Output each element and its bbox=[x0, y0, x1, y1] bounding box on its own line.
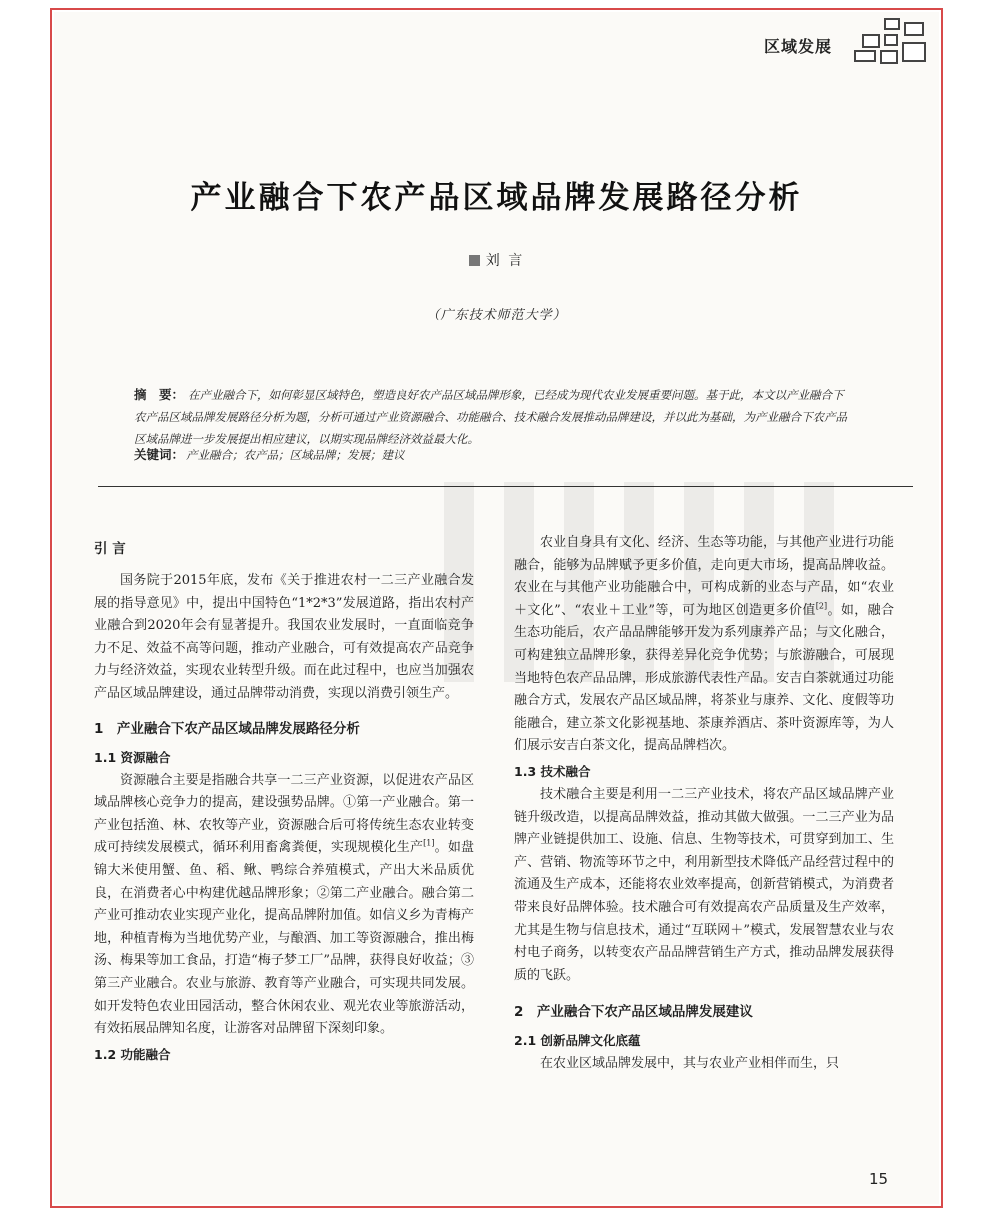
article-title: 产业融合下农产品区域品牌发展路径分析 bbox=[190, 180, 803, 216]
section-1-2-text-b: 。如，融合生态功能后，农产品品牌能够开发为系列康养产品；与文化融合，可构建独立品牌形象，获得差异化竞争优势；与旅游融合，可展现当地特色农产品品牌，形成旅游代表性产品。安吉白茶就通过功能融合方式，发展农产品区域品牌，将茶业与康养、文化、度假等功能融合，建立茶文化影视基地、茶康养酒店、茶叶资源库等，为人们展示安吉白茶文化，提高品牌档次。 bbox=[514, 602, 894, 754]
section-1-1-paragraph bbox=[94, 770, 474, 1041]
section-1-1-heading: 1.1 资源融合 bbox=[94, 749, 171, 765]
decorative-blocks-icon bbox=[854, 16, 934, 66]
keywords-text: 产业融合；农产品；区域品牌；发展；建议 bbox=[186, 448, 405, 462]
bleed-through-text bbox=[474, 82, 934, 182]
affiliation: （广东技术师范大学） bbox=[426, 308, 567, 323]
section-1-3-paragraph: 技术融合主要是利用一二三产业技术，将农产品区域品牌产业链升级改造，以提高品牌效益，推动其做大做强。一二三产业为品牌产业链提供加工、设施、信息、生物等技术，可贯穿到加工、生产、营销、物流等环节之中，利用新型技术降低产品经营过程中的流通及生产成本，还能将农业效率提高，创新营销模式，为消费者带来良好品牌体验。技术融合可有效提高农产品质量及生产效率，尤其是生物与信息技术，通过“互联网＋”模式，发展智慧农业与农村电子商务，以转变农产品品牌营销生产方式，推动品牌发展获得质的飞跃。 bbox=[514, 786, 894, 983]
section-1-1-text-b: 。如盘锦大米使用蟹、鱼、稻、鳅、鸭综合养殖模式，产出大米品质优良，在消费者心中构建优越品牌形象；②第二产业融合。融合第二产业可推动农业实现产业化，提高品牌附加值。如信义乡为青梅产地，种植青梅为当地优势产业，与酿酒、加工等资源融合，推出梅汤、梅果等加工食品，打造“梅子梦工厂”品牌，获得良好收益；③第三产业融合。农业与旅游、教育等产业融合，可实现共同发展。如开发特色农业田园活动，整合休闲农业、观光农业等旅游活动，有效拓展品牌知名度，让游客对品牌留下深刻印象。 bbox=[94, 840, 474, 1037]
abstract-label: 摘 要： bbox=[134, 387, 185, 402]
keywords-label: 关键词： bbox=[134, 447, 185, 462]
author-square-icon bbox=[469, 255, 480, 266]
section-2-heading: 2 产业融合下农产品区域品牌发展建议 bbox=[514, 1004, 753, 1021]
author-name: 刘 言 bbox=[485, 253, 525, 269]
intro-paragraph: 国务院于2015年底，发布《关于推进农村一二三产业融合发展的指导意见》中，提出中国特色“1*2*3”发展道路，指出农村产业融合到2020年会有显著提升。我国农业发展时，一直面临竞争力不足、效益不高等问题，推动产业融合，可有效提高农产品竞争力与经济效益，实现农业转型升级。而在此过程中，也应当加强农产品区域品牌建设，通过品牌带动消费，实现以消费引领生产。 bbox=[94, 573, 474, 701]
citation-2: [2] bbox=[815, 601, 828, 611]
section-1-2-heading: 1.2 功能融合 bbox=[94, 1046, 171, 1062]
citation-1: [1] bbox=[423, 839, 435, 849]
abstract bbox=[134, 384, 854, 450]
intro-heading: 引 言 bbox=[94, 541, 126, 557]
author bbox=[54, 250, 939, 270]
keywords bbox=[134, 444, 854, 466]
section-label: 区域发展 bbox=[764, 37, 833, 56]
section-2-1-paragraph: 在农业区域品牌发展中，其与农业产业相伴而生，只 bbox=[540, 1056, 840, 1072]
section-1-2-paragraph bbox=[514, 532, 894, 758]
left-column bbox=[94, 532, 474, 1067]
divider bbox=[98, 486, 913, 487]
abstract-text: 在产业融合下，如何彰显区域特色，塑造良好农产品区域品牌形象，已经成为现代农业发展重要问题。基于此，本文以产业融合下农产品区域品牌发展路径分析为题，分析可通过产业资源融合、功能融合、技术融合发展推动品牌建设，并以此为基础，为产业融合下农产品区域品牌进一步发展提出相应建议，以期实现品牌经济效益最大化。 bbox=[134, 388, 847, 446]
section-2-1-heading: 2.1 创新品牌文化底蕴 bbox=[514, 1033, 641, 1049]
section-1-2-text-a: 农业自身具有文化、经济、生态等功能，与其他产业进行功能融合，能够为品牌赋予更多价值，走向更大市场，提高品牌收益。农业在与其他产业功能融合中，可构成新的业态与产品，如“农业＋文化”、“农业＋工业”等，可为地区创造更多价值 bbox=[514, 535, 894, 618]
right-column bbox=[514, 532, 894, 1076]
section-1-1-text-a: 资源融合主要是指融合共享一二三产业资源，以促进农产品区域品牌核心竞争力的提高，建设强势品牌。①第一产业融合。第一产业包括渔、林、农牧等产业，资源融合后可将传统生态农业转变成可持续发展模式，循环利用畜禽粪便，实现规模化生产 bbox=[94, 772, 474, 856]
journal-page bbox=[54, 12, 939, 1204]
section-1-heading: 1 产业融合下农产品区域品牌发展路径分析 bbox=[94, 720, 360, 737]
page-number: 15 bbox=[869, 1170, 889, 1188]
section-1-3-heading: 1.3 技术融合 bbox=[514, 763, 591, 779]
